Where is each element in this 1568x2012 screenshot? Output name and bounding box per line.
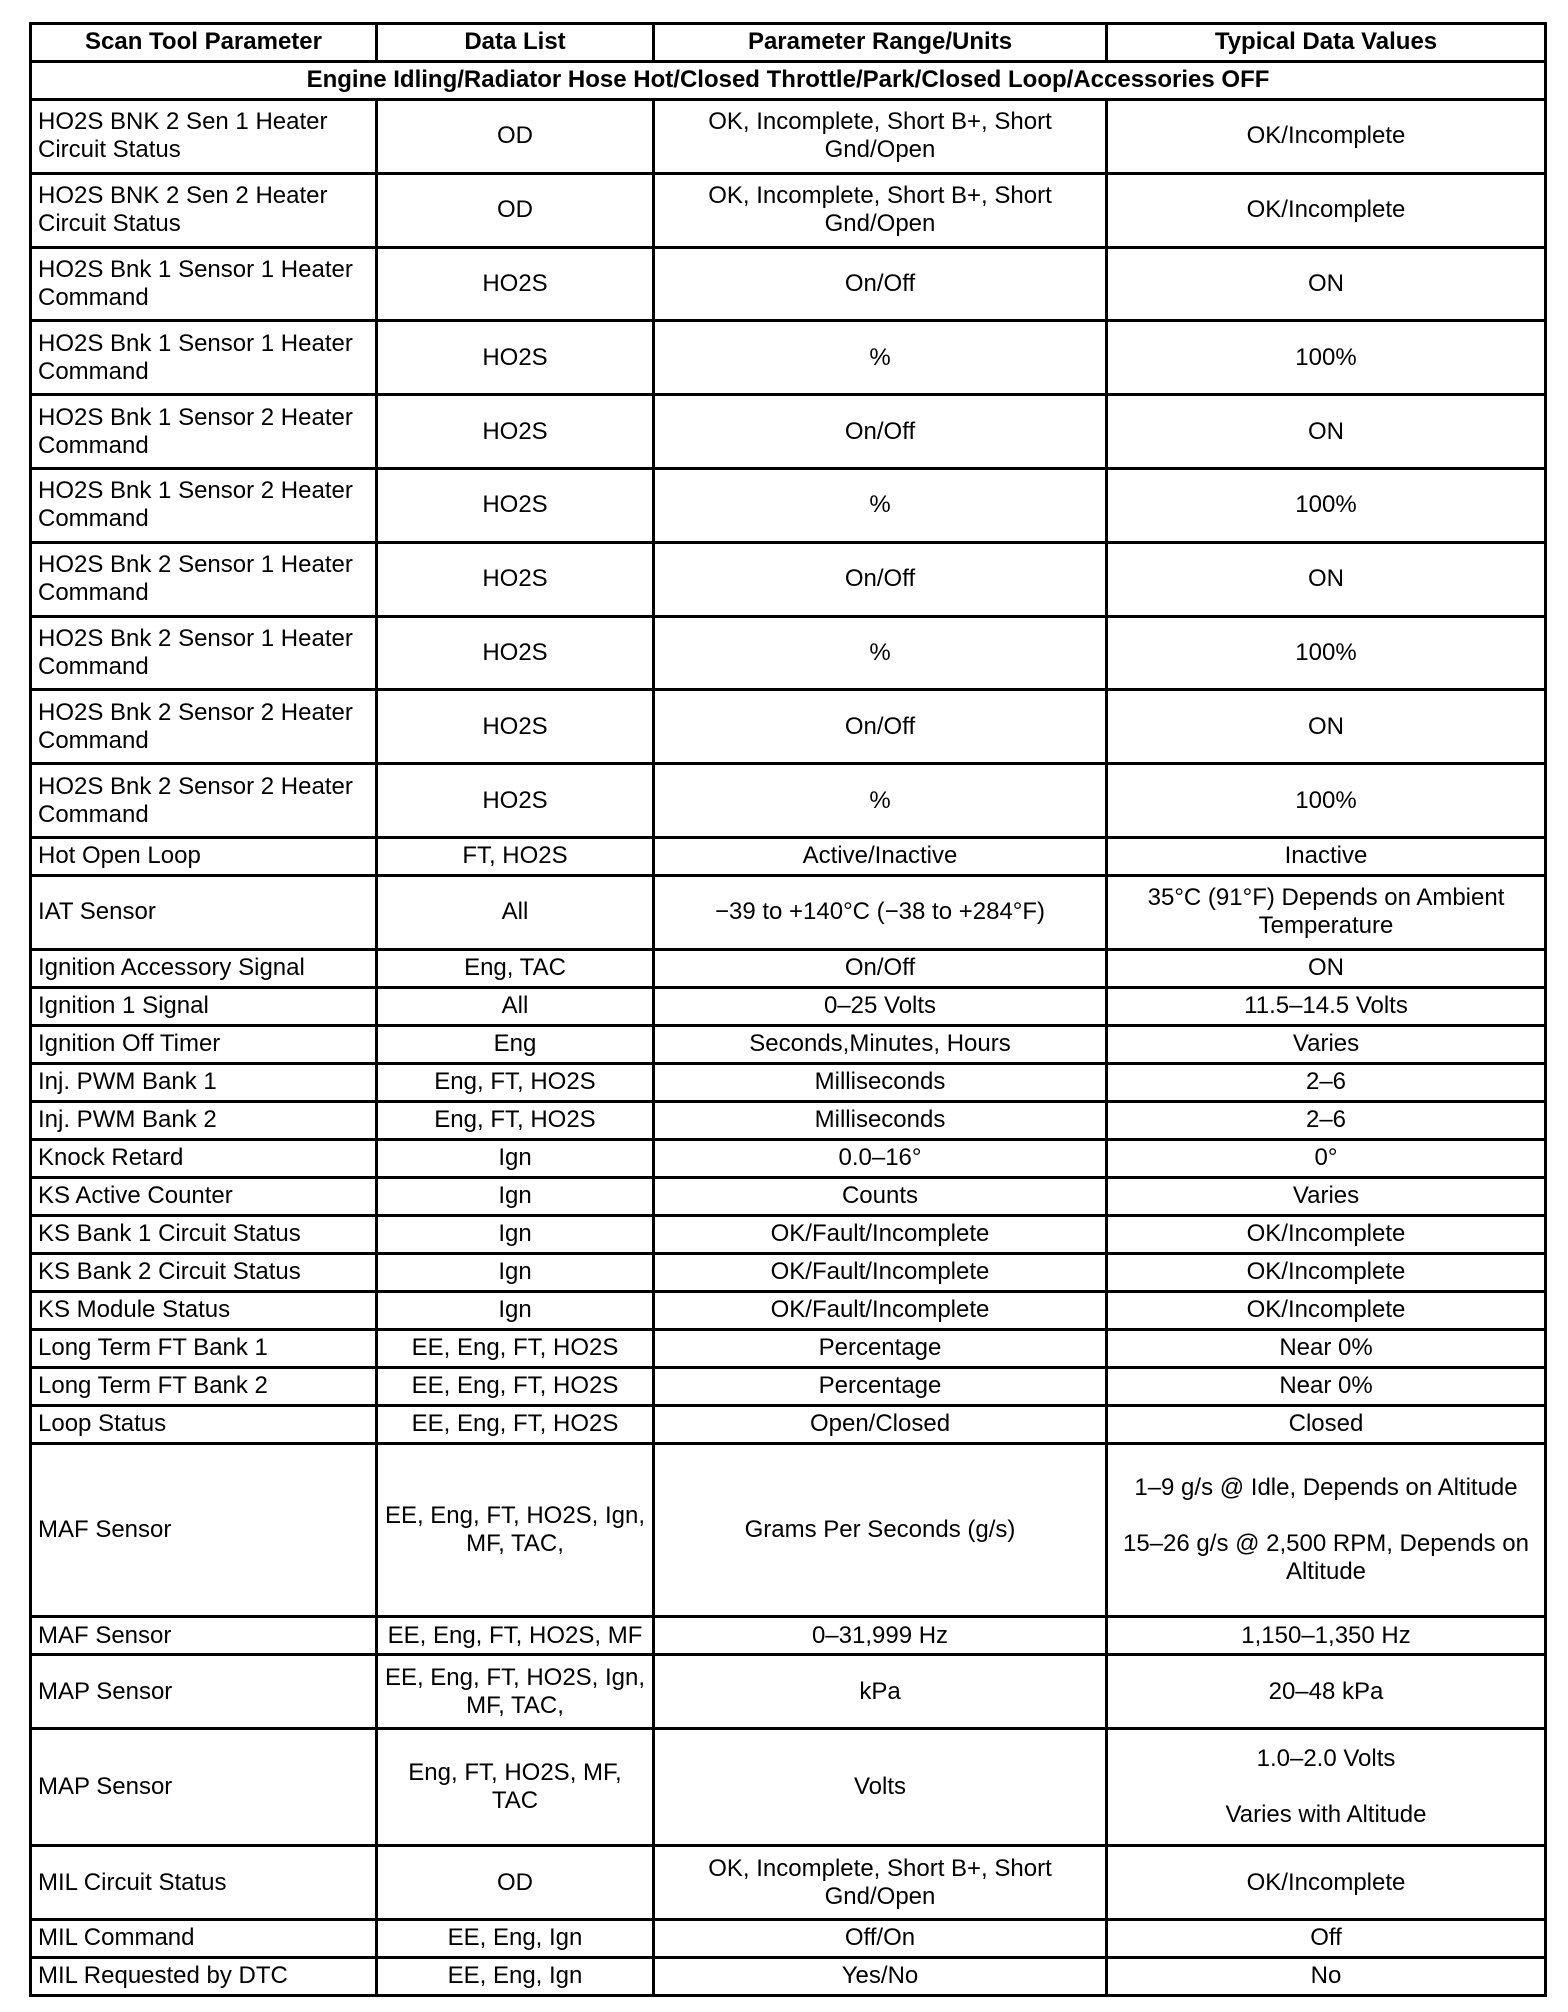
parameter-range-cell: Counts: [654, 1177, 1107, 1215]
table-row: [31, 542, 1546, 616]
typical-value-cell: 100%: [1107, 764, 1546, 838]
data-list-cell: OD: [377, 99, 654, 173]
typical-value-cell: ON: [1107, 247, 1546, 321]
data-list-cell: Eng, FT, HO2S: [377, 1101, 654, 1139]
data-list-cell: EE, Eng, FT, HO2S: [377, 1405, 654, 1443]
condition-banner: Engine Idling/Radiator Hose Hot/Closed Throttle/Park/Closed Loop/Accessories OFF: [31, 61, 1546, 99]
data-list-cell: HO2S: [377, 616, 654, 690]
table-row: [31, 1367, 1546, 1405]
table-row: [31, 1253, 1546, 1291]
scan-tool-parameter-cell: HO2S Bnk 2 Sensor 1 Heater Command: [31, 616, 377, 690]
scan-tool-parameter-cell: HO2S Bnk 1 Sensor 1 Heater Command: [31, 247, 377, 321]
typical-value-line: 1–9 g/s @ Idle, Depends on Altitude: [1134, 1473, 1518, 1501]
data-list-cell: EE, Eng, FT, HO2S: [377, 1367, 654, 1405]
data-list-cell: Eng, TAC: [377, 949, 654, 987]
scan-tool-parameter-cell: HO2S BNK 2 Sen 1 Heater Circuit Status: [31, 99, 377, 173]
parameter-range-cell: Percentage: [654, 1367, 1107, 1405]
typical-value-cell: Varies: [1107, 1025, 1546, 1063]
parameter-range-cell: %: [654, 468, 1107, 542]
parameter-range-cell: On/Off: [654, 690, 1107, 764]
parameter-range-cell: %: [654, 616, 1107, 690]
data-list-cell: OD: [377, 173, 654, 247]
scan-tool-parameter-cell: Ignition Off Timer: [31, 1025, 377, 1063]
scan-tool-parameter-cell: KS Active Counter: [31, 1177, 377, 1215]
line-spacer: [1114, 1502, 1538, 1530]
line-spacer: [1114, 1773, 1538, 1801]
table-row: [31, 1919, 1546, 1957]
table-row: [31, 99, 1546, 173]
parameter-range-cell: Milliseconds: [654, 1063, 1107, 1101]
parameter-range-cell: On/Off: [654, 247, 1107, 321]
parameter-range-cell: OK, Incomplete, Short B+, Short Gnd/Open: [654, 99, 1107, 173]
scan-tool-parameter-cell: Loop Status: [31, 1405, 377, 1443]
header-row: [31, 24, 1546, 62]
data-list-cell: Eng, FT, HO2S: [377, 1063, 654, 1101]
typical-value-cell: 100%: [1107, 468, 1546, 542]
typical-value-cell: [1107, 1728, 1546, 1845]
data-list-cell: HO2S: [377, 764, 654, 838]
data-list-cell: EE, Eng, Ign: [377, 1919, 654, 1957]
typical-value-line: Varies with Altitude: [1225, 1801, 1427, 1829]
typical-value-cell: OK/Incomplete: [1107, 1291, 1546, 1329]
typical-value-cell: Inactive: [1107, 837, 1546, 875]
data-list-cell: FT, HO2S: [377, 837, 654, 875]
table-row: [31, 764, 1546, 838]
data-list-cell: EE, Eng, FT, HO2S, Ign, MF, TAC,: [377, 1655, 654, 1729]
table-row: [31, 321, 1546, 395]
data-list-cell: Ign: [377, 1215, 654, 1253]
scan-tool-parameter-cell: KS Bank 2 Circuit Status: [31, 1253, 377, 1291]
table-row: [31, 1443, 1546, 1617]
table-row: [31, 1139, 1546, 1177]
typical-value-cell: 100%: [1107, 321, 1546, 395]
typical-value-cell: ON: [1107, 542, 1546, 616]
scan-tool-parameter-cell: HO2S Bnk 1 Sensor 1 Heater Command: [31, 321, 377, 395]
parameter-range-cell: OK, Incomplete, Short B+, Short Gnd/Open: [654, 173, 1107, 247]
table-row: [31, 1291, 1546, 1329]
typical-value-cell: OK/Incomplete: [1107, 99, 1546, 173]
parameter-range-cell: On/Off: [654, 542, 1107, 616]
typical-value-cell: 2–6: [1107, 1101, 1546, 1139]
typical-value-cell: 2–6: [1107, 1063, 1546, 1101]
typical-value-line: 1.0–2.0 Volts: [1256, 1745, 1396, 1773]
data-list-cell: Ign: [377, 1139, 654, 1177]
table-row: [31, 837, 1546, 875]
parameter-range-cell: 0–31,999 Hz: [654, 1617, 1107, 1655]
scan-tool-parameter-cell: HO2S Bnk 2 Sensor 1 Heater Command: [31, 542, 377, 616]
parameter-range-cell: Seconds,Minutes, Hours: [654, 1025, 1107, 1063]
typical-value-cell: 35°C (91°F) Depends on Ambient Temperature: [1107, 875, 1546, 949]
parameter-range-cell: %: [654, 764, 1107, 838]
scan-tool-parameter-cell: KS Module Status: [31, 1291, 377, 1329]
table-row: [31, 1405, 1546, 1443]
table-row: [31, 1846, 1546, 1920]
typical-value-cell: 100%: [1107, 616, 1546, 690]
table-row: [31, 1728, 1546, 1845]
table-row: [31, 690, 1546, 764]
parameter-range-cell: OK/Fault/Incomplete: [654, 1291, 1107, 1329]
header-typical-data-values: Typical Data Values: [1107, 24, 1546, 62]
scan-tool-parameter-cell: Long Term FT Bank 1: [31, 1329, 377, 1367]
typical-value-cell: 11.5–14.5 Volts: [1107, 987, 1546, 1025]
typical-value-cell: OK/Incomplete: [1107, 173, 1546, 247]
scan-tool-parameter-cell: MAP Sensor: [31, 1655, 377, 1729]
data-list-cell: All: [377, 875, 654, 949]
header-data-list: Data List: [377, 24, 654, 62]
parameter-range-cell: Grams Per Seconds (g/s): [654, 1443, 1107, 1617]
scan-tool-parameter-cell: Inj. PWM Bank 1: [31, 1063, 377, 1101]
data-list-cell: EE, Eng, FT, HO2S: [377, 1329, 654, 1367]
scan-tool-parameter-cell: KS Bank 1 Circuit Status: [31, 1215, 377, 1253]
data-list-cell: EE, Eng, Ign: [377, 1957, 654, 1995]
parameter-range-cell: 0–25 Volts: [654, 987, 1107, 1025]
header-scan-tool-parameter: Scan Tool Parameter: [31, 24, 377, 62]
scan-tool-data-table: [29, 22, 1547, 1997]
parameter-range-cell: OK/Fault/Incomplete: [654, 1215, 1107, 1253]
scan-tool-parameter-cell: MAF Sensor: [31, 1443, 377, 1617]
parameter-range-cell: OK/Fault/Incomplete: [654, 1253, 1107, 1291]
table-row: [31, 875, 1546, 949]
typical-value-cell: Off: [1107, 1919, 1546, 1957]
scan-tool-parameter-cell: HO2S Bnk 1 Sensor 2 Heater Command: [31, 468, 377, 542]
table-row: [31, 1177, 1546, 1215]
data-list-cell: HO2S: [377, 468, 654, 542]
typical-value-cell: ON: [1107, 690, 1546, 764]
scan-tool-parameter-cell: HO2S Bnk 2 Sensor 2 Heater Command: [31, 690, 377, 764]
scan-tool-parameter-cell: HO2S Bnk 1 Sensor 2 Heater Command: [31, 395, 377, 469]
typical-value-cell: Varies: [1107, 1177, 1546, 1215]
scan-tool-parameter-cell: Knock Retard: [31, 1139, 377, 1177]
data-list-cell: Eng, FT, HO2S, MF, TAC: [377, 1728, 654, 1845]
typical-value-cell: OK/Incomplete: [1107, 1253, 1546, 1291]
table-row: [31, 468, 1546, 542]
table-row: [31, 1063, 1546, 1101]
data-list-cell: EE, Eng, FT, HO2S, Ign, MF, TAC,: [377, 1443, 654, 1617]
table-row: [31, 247, 1546, 321]
parameter-range-cell: On/Off: [654, 395, 1107, 469]
data-list-cell: Ign: [377, 1291, 654, 1329]
scan-tool-parameter-cell: Ignition 1 Signal: [31, 987, 377, 1025]
data-list-cell: All: [377, 987, 654, 1025]
table-row: [31, 173, 1546, 247]
parameter-range-cell: Percentage: [654, 1329, 1107, 1367]
condition-row: [31, 61, 1546, 99]
scan-tool-parameter-cell: MAP Sensor: [31, 1728, 377, 1845]
typical-value-cell: ON: [1107, 395, 1546, 469]
table-row: [31, 949, 1546, 987]
typical-value-cell: OK/Incomplete: [1107, 1846, 1546, 1920]
parameter-range-cell: OK, Incomplete, Short B+, Short Gnd/Open: [654, 1846, 1107, 1920]
header-parameter-range-units: Parameter Range/Units: [654, 24, 1107, 62]
scan-tool-parameter-cell: MIL Circuit Status: [31, 1846, 377, 1920]
parameter-range-cell: Off/On: [654, 1919, 1107, 1957]
scan-tool-parameter-cell: IAT Sensor: [31, 875, 377, 949]
parameter-range-cell: kPa: [654, 1655, 1107, 1729]
table-row: [31, 1617, 1546, 1655]
data-list-cell: EE, Eng, FT, HO2S, MF: [377, 1617, 654, 1655]
scan-tool-parameter-cell: Ignition Accessory Signal: [31, 949, 377, 987]
typical-value-cell: Near 0%: [1107, 1329, 1546, 1367]
data-list-cell: OD: [377, 1846, 654, 1920]
typical-value-line: 15–26 g/s @ 2,500 RPM, Depends on Altitude: [1123, 1529, 1529, 1585]
parameter-range-cell: Open/Closed: [654, 1405, 1107, 1443]
table-row: [31, 616, 1546, 690]
data-list-cell: HO2S: [377, 542, 654, 616]
parameter-range-cell: 0.0–16°: [654, 1139, 1107, 1177]
data-list-cell: HO2S: [377, 395, 654, 469]
parameter-range-cell: %: [654, 321, 1107, 395]
data-list-cell: Ign: [377, 1177, 654, 1215]
typical-value-cell: ON: [1107, 949, 1546, 987]
table-row: [31, 1025, 1546, 1063]
typical-value-cell: 20–48 kPa: [1107, 1655, 1546, 1729]
data-list-cell: HO2S: [377, 690, 654, 764]
typical-value-cell: Near 0%: [1107, 1367, 1546, 1405]
table-row: [31, 987, 1546, 1025]
table-body: [31, 24, 1546, 1996]
typical-value-cell: 1,150–1,350 Hz: [1107, 1617, 1546, 1655]
scan-tool-parameter-cell: Long Term FT Bank 2: [31, 1367, 377, 1405]
data-list-cell: HO2S: [377, 247, 654, 321]
scan-tool-parameter-cell: HO2S Bnk 2 Sensor 2 Heater Command: [31, 764, 377, 838]
table-row: [31, 1101, 1546, 1139]
table-row: [31, 395, 1546, 469]
typical-value-cell: 0°: [1107, 1139, 1546, 1177]
table-row: [31, 1957, 1546, 1995]
table-row: [31, 1215, 1546, 1253]
data-list-cell: Eng: [377, 1025, 654, 1063]
typical-value-cell: No: [1107, 1957, 1546, 1995]
parameter-range-cell: Milliseconds: [654, 1101, 1107, 1139]
data-list-cell: Ign: [377, 1253, 654, 1291]
parameter-range-cell: Volts: [654, 1728, 1107, 1845]
parameter-range-cell: On/Off: [654, 949, 1107, 987]
scan-tool-parameter-cell: HO2S BNK 2 Sen 2 Heater Circuit Status: [31, 173, 377, 247]
scan-tool-parameter-cell: Hot Open Loop: [31, 837, 377, 875]
scan-tool-parameter-cell: Inj. PWM Bank 2: [31, 1101, 377, 1139]
typical-value-cell: Closed: [1107, 1405, 1546, 1443]
parameter-range-cell: Yes/No: [654, 1957, 1107, 1995]
parameter-range-cell: Active/Inactive: [654, 837, 1107, 875]
table-row: [31, 1655, 1546, 1729]
scan-tool-parameter-cell: MIL Command: [31, 1919, 377, 1957]
table-row: [31, 1329, 1546, 1367]
scan-tool-parameter-cell: MAF Sensor: [31, 1617, 377, 1655]
parameter-range-cell: −39 to +140°C (−38 to +284°F): [654, 875, 1107, 949]
typical-value-cell: [1107, 1443, 1546, 1617]
scan-tool-parameter-cell: MIL Requested by DTC: [31, 1957, 377, 1995]
typical-value-cell: OK/Incomplete: [1107, 1215, 1546, 1253]
data-list-cell: HO2S: [377, 321, 654, 395]
